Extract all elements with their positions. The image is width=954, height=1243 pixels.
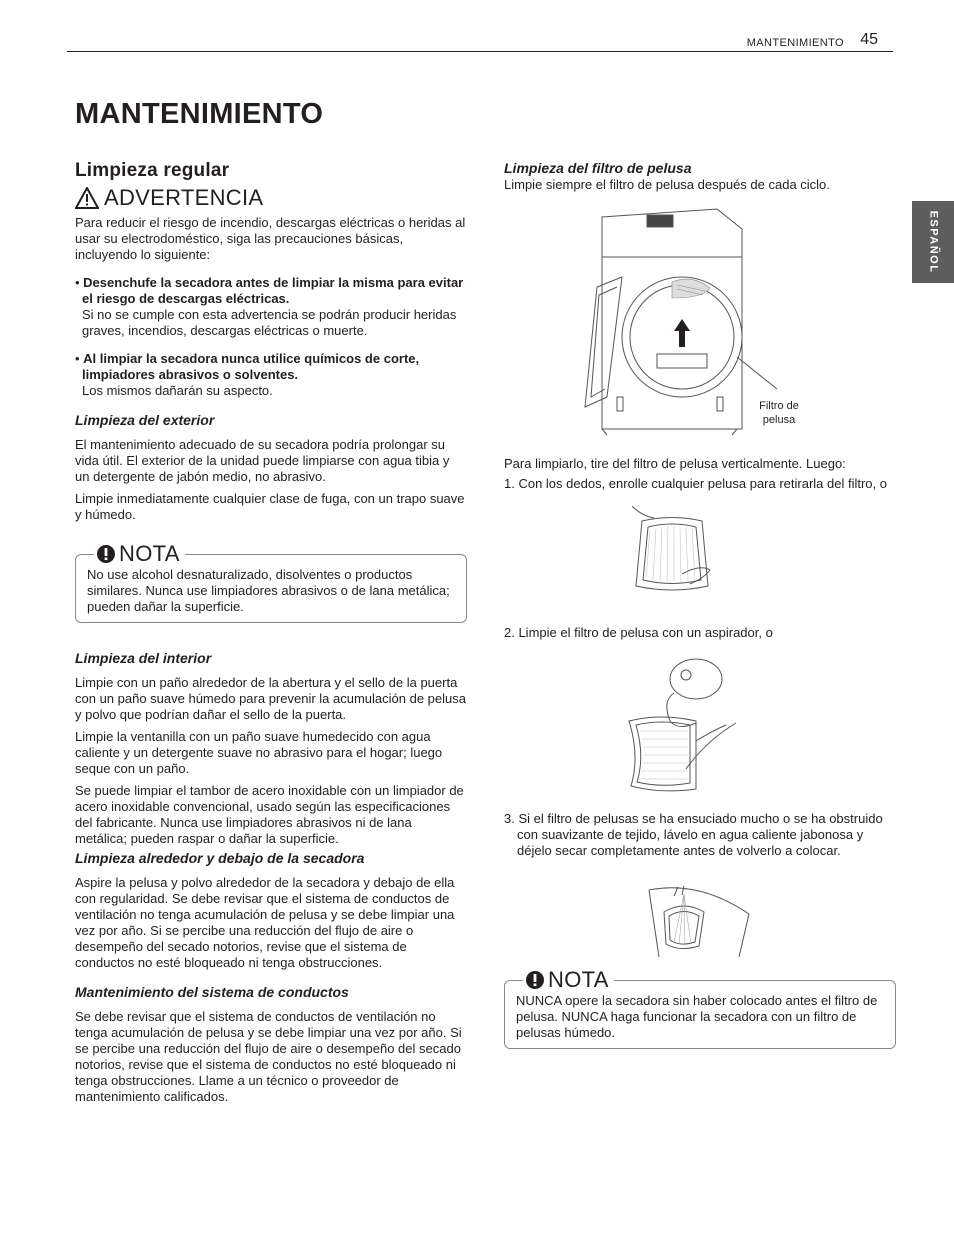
language-tab-label: ESPAÑOL <box>927 210 940 274</box>
filter-fingers-drawing <box>622 506 722 601</box>
left-column <box>75 160 467 1105</box>
exterior-paragraph-1: El mantenimiento adecuado de su secadora podría prolongar su vida útil. El exterior de la unidad puede limpiarse con agua tibia y un detergente de jabón medio, no abrasivo. <box>75 437 450 484</box>
exclamation-icon <box>96 544 116 564</box>
filter-washing-drawing <box>644 882 754 962</box>
warning-title: ADVERTENCIA <box>104 185 264 210</box>
note-box-2 <box>504 967 896 1049</box>
interior-paragraph-3: Se puede limpiar el tambor de acero inoxidable con un limpiador de acero inoxidable convencional, usado según las especificaciones del fabricante. Nunca use limpiadores abrasivos ni de lana metálica; pueden raspar o dañar la superficie. <box>75 783 464 846</box>
filter-figure-label: Filtro de pelusa <box>759 400 799 426</box>
page-number: 45 <box>860 31 878 48</box>
warning-triangle-icon <box>75 187 99 209</box>
note-heading <box>94 541 185 567</box>
header-rule <box>67 51 893 52</box>
note-text: No use alcohol desnaturalizado, disolventes o productos similares. Nunca use limpiadores abrasivos o de lana metálica; pueden dañar la superficie. <box>87 567 450 614</box>
interior-paragraph-1: Limpie con un paño alrededor de la abertura y el sello de la puerta con un paño suave húmedo para prevenir la acumulación de pelusa y polvo que podrían dañar el sello de la puerta. <box>75 675 466 722</box>
ducts-title: Mantenimiento del sistema de conductos <box>75 984 349 1000</box>
header-section-name: MANTENIMIENTO <box>746 37 844 49</box>
note-heading <box>523 967 614 993</box>
bullet-bold: Al limpiar la secadora nunca utilice químicos de corte, limpiadores abrasivos o solventes. <box>82 351 420 382</box>
interior-title: Limpieza del interior <box>75 650 212 666</box>
steps-intro: Para limpiarlo, tire del filtro de pelusa verticalmente. Luego: <box>504 456 846 471</box>
filter-intro: Limpie siempre el filtro de pelusa después de cada ciclo. <box>504 177 830 192</box>
exterior-paragraph-2: Limpie inmediatamente cualquier clase de fuga, con un trapo suave y húmedo. <box>75 491 465 522</box>
filter-title: Limpieza del filtro de pelusa <box>504 160 692 176</box>
warning-list <box>75 275 467 399</box>
steps-list <box>504 476 896 492</box>
list-item: 1. Con los dedos, enrolle cualquier pelusa para retirarla del filtro, o <box>504 476 887 491</box>
note-text: NUNCA opere la secadora sin haber colocado antes el filtro de pelusa. NUNCA haga funcionar la secadora con un filtro de pelusas húmedo. <box>516 993 878 1040</box>
steps-list <box>504 625 896 641</box>
around-title: Limpieza alrededor y debajo de la secadora <box>75 850 365 866</box>
right-column <box>504 159 896 1049</box>
list-item: • Al limpiar la secadora nunca utilice químicos de corte, limpiadores abrasivos o solventes. Los mismos dañarán su aspecto. <box>75 351 420 398</box>
exterior-title: Limpieza del exterior <box>75 412 215 428</box>
bullet-text: Los mismos dañarán su aspecto. <box>82 383 273 398</box>
dryer-illustration <box>577 207 827 437</box>
note-box-1 <box>75 541 467 623</box>
bullet-text: Si no se cumple con esta advertencia se podrán producir heridas graves, incendios, descargas eléctricas o muerte. <box>82 307 457 338</box>
steps-list <box>504 811 896 859</box>
step3-illustration <box>644 882 754 962</box>
page-title: MANTENIMIENTO <box>75 98 324 130</box>
section-title: Limpieza regular <box>75 160 230 181</box>
ducts-paragraph: Se debe revisar que el sistema de conductos de ventilación no tenga acumulación de pelusa y se debe limpiar una vez por año. Si se percibe una reducción del flujo de aire o desempeño del secado notorios, revise que el sistema de conductos no esté bloqueado ni tenga obstrucciones. Llame a un técnico o proveedor de mantenimiento calificados. <box>75 1009 462 1104</box>
note-title: NOTA <box>119 541 180 566</box>
bullet-bold: Desenchufe la secadora antes de limpiar la misma para evitar el riesgo de descargas eléctricas. <box>82 275 464 306</box>
around-paragraph: Aspire la pelusa y polvo alrededor de la secadora y debajo de ella con regularidad. Se debe revisar que el sistema de conductos de ventilación no tenga acumulación de pelusa y se debe limpiar una vez por año. Si se percibe una reducción del flujo de aire o desempeño del secado notorios, revise que el sistema de conductos no esté bloqueado ni tenga obstrucciones. <box>75 875 455 970</box>
list-item: 2. Limpie el filtro de pelusa con un aspirador, o <box>504 625 773 640</box>
note-title: NOTA <box>548 967 609 992</box>
interior-paragraph-2: Limpie la ventanilla con un paño suave humedecido con agua caliente y un detergente suave no abrasivo para el hogar; luego seque con un paño. <box>75 729 443 776</box>
warning-heading <box>75 185 467 211</box>
list-item: 3. Si el filtro de pelusas se ha ensuciado mucho o se ha obstruido con suavizante de tejido, lávelo en agua caliente jabonosa y déjelo secar completamente antes de volverlo a colocar. <box>504 811 883 858</box>
vacuum-drawing <box>626 651 741 796</box>
warning-intro: Para reducir el riesgo de incendio, descargas eléctricas o heridas al usar su electrodoméstico, siga las precauciones básicas, incluyendo lo siguiente: <box>75 215 466 262</box>
exclamation-icon <box>525 970 545 990</box>
list-item: • Desenchufe la secadora antes de limpiar la misma para evitar el riesgo de descargas eléctricas. Si no se cumple con esta advertencia se podrán producir heridas graves, incendios, descargas eléctricas o muerte. <box>75 275 464 338</box>
step2-illustration <box>626 651 741 796</box>
step1-illustration <box>622 506 722 601</box>
language-tab <box>912 201 954 283</box>
